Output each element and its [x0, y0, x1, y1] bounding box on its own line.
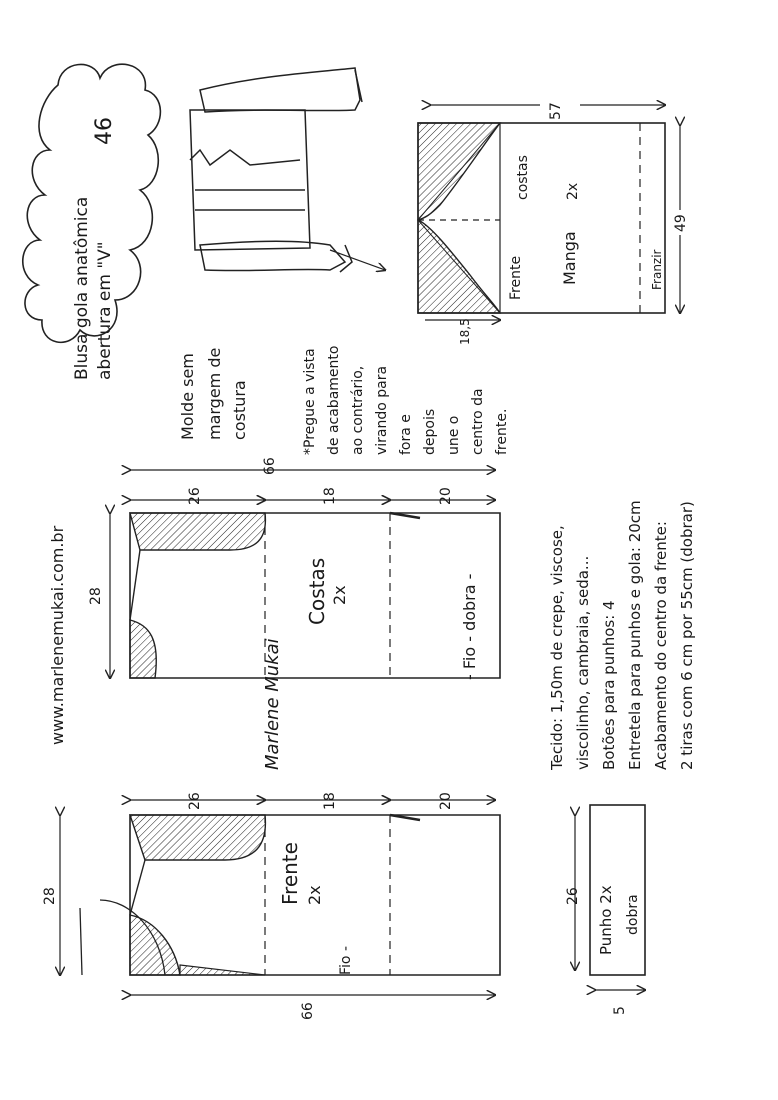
manga-dim-height: 49 [673, 214, 689, 232]
material-line: Acabamento do centro da frente: [652, 521, 670, 770]
costas-dim-width: 28 [88, 587, 104, 605]
manga-pattern [418, 105, 680, 320]
material-line: Tecido: 1,50m de crepe, viscose, [548, 525, 566, 770]
signature: Marlene Mukai [262, 638, 283, 770]
note-mold-line3: costura [230, 380, 249, 440]
punho-label: Punho 2x [597, 885, 615, 955]
manga-franzir: Franzir [650, 249, 664, 290]
frente-dim-total: 66 [300, 1002, 316, 1020]
frente-dim-mid: 18 [322, 792, 338, 810]
note-fold-line: frente. [494, 408, 510, 455]
frente-count: 2x [305, 885, 324, 905]
costas-count: 2x [330, 585, 349, 605]
manga-label: Manga [560, 231, 579, 285]
frente-dim-width: 28 [42, 887, 58, 905]
title-size: 46 [92, 117, 117, 145]
note-fold-line: centro da [470, 388, 486, 455]
punho-dim-height: 5 [612, 1006, 628, 1015]
costas-dim-mid: 18 [322, 487, 338, 505]
material-line: viscolinho, cambraia, seda... [574, 555, 592, 770]
manga-costas: costas [515, 155, 531, 200]
frente-dim-bottom: 20 [438, 792, 454, 810]
note-fold-line: *Pregue a vista [302, 348, 318, 455]
note-mold-line2: margem de [205, 347, 224, 440]
note-mold-line1: Molde sem [178, 353, 197, 440]
costas-label: Costas [305, 557, 329, 625]
material-line: Entretela para punhos e gola: 20cm [626, 500, 644, 770]
shirt-sketch [190, 68, 385, 272]
manga-count: 2x [565, 182, 581, 200]
frente-label: Frente [278, 842, 302, 905]
manga-frente: Frente [508, 255, 524, 300]
material-line: Botões para punhos: 4 [600, 600, 618, 770]
costas-dim-bottom: 20 [438, 487, 454, 505]
frente-dim-top: 26 [187, 792, 203, 810]
note-fold-line: ao contrário, [350, 365, 366, 455]
costas-dim-total: 66 [262, 457, 278, 475]
costas-fold: - Fio - dobra - [460, 573, 479, 680]
manga-dim-width: 57 [548, 102, 564, 120]
note-fold-line: depois [422, 408, 438, 455]
manga-dim-185: 18,5 [458, 318, 472, 345]
title-line2: abertura em "V" [95, 241, 115, 380]
note-fold-line: fora e [398, 414, 414, 455]
frente-fold: Fio - [338, 946, 354, 975]
note-fold-line: virando para [374, 365, 390, 455]
material-line: 2 tiras com 6 cm por 55cm (dobrar) [678, 501, 696, 770]
punho-dim-width: 26 [565, 887, 581, 905]
costas-dim-top: 26 [187, 487, 203, 505]
title-line1: Blusa gola anatômica [72, 196, 92, 380]
note-fold-line: de acabamento [326, 345, 342, 455]
website: www.marlenemukai.com.br [48, 525, 67, 745]
punho-fold: dobra [625, 894, 641, 935]
note-fold-line: une o [446, 415, 462, 455]
